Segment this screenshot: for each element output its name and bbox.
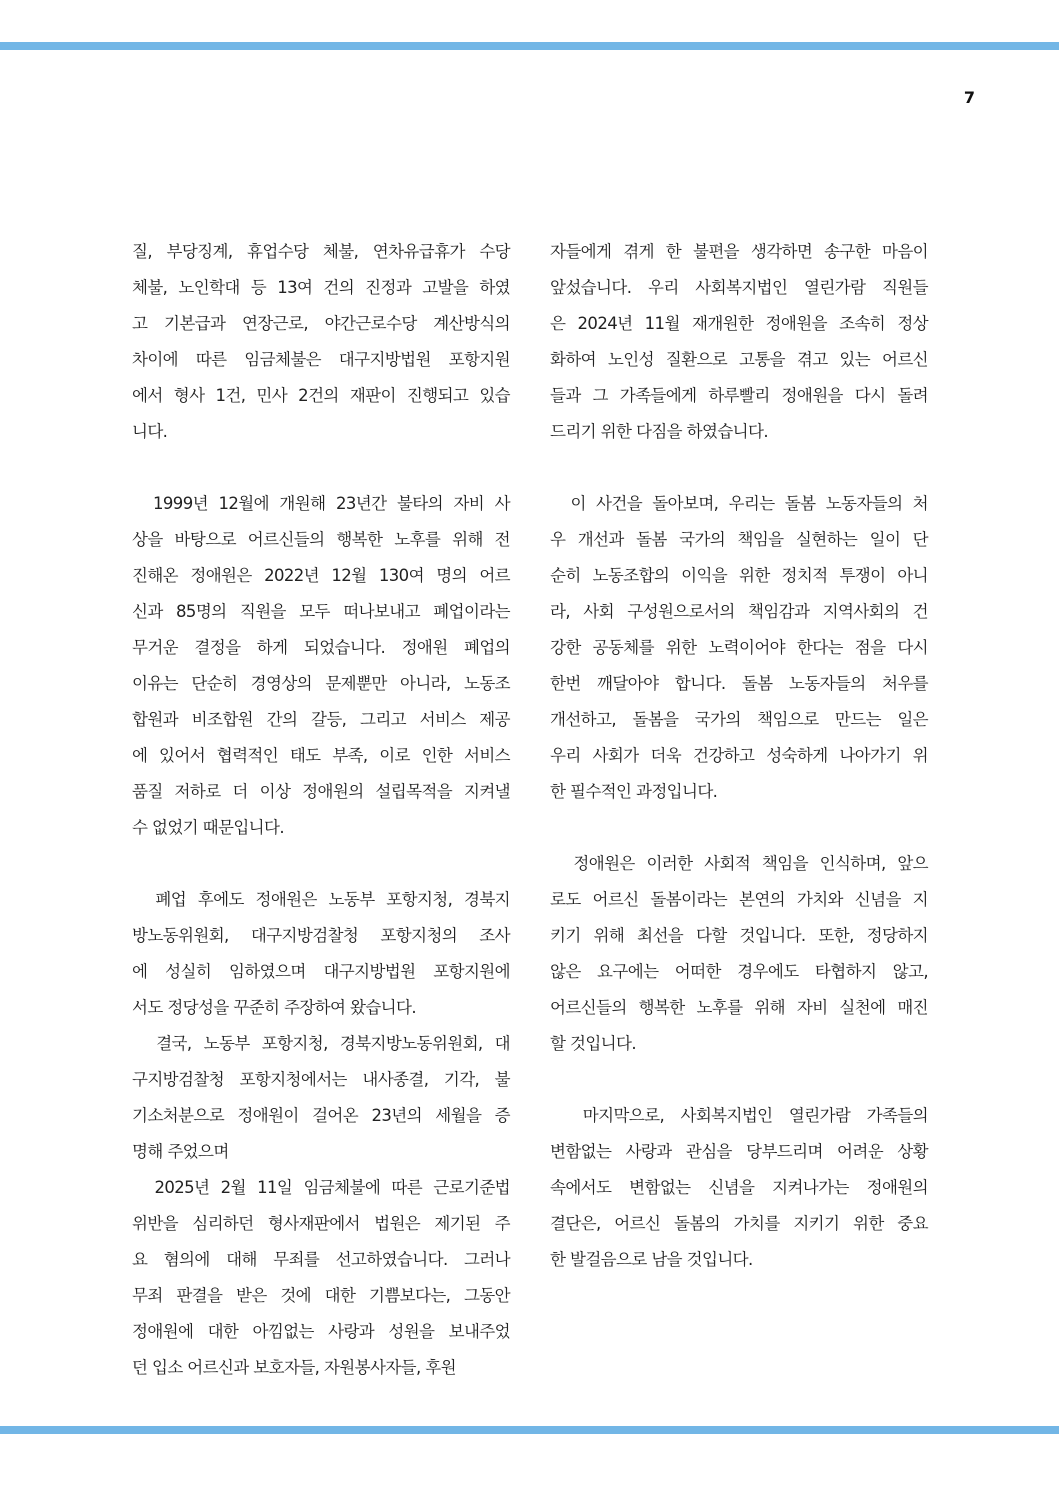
- text-line: 에 있어서 협력적인 태도 부족, 이로 인한 서비스: [132, 746, 510, 765]
- text-line: 진해온 정애원은 2022년 12월 130여 명의 어르: [132, 566, 510, 585]
- text-line: 이 사건을 돌아보며, 우리는 돌봄 노동자들의 처: [550, 494, 928, 513]
- text-line: 이유는 단순히 경영상의 문제뿐만 아니라, 노동조: [132, 674, 510, 693]
- text-line: 결국, 노동부 포항지청, 경북지방노동위원회, 대: [132, 1034, 510, 1053]
- text-line: 니다.: [132, 422, 168, 441]
- text-line: 정애원은 이러한 사회적 책임을 인식하며, 앞으: [550, 854, 928, 873]
- text-line: 앞섰습니다. 우리 사회복지법인 열린가람 직원들: [550, 278, 928, 297]
- text-line: 서도 정당성을 꾸준히 주장하여 왔습니다.: [132, 998, 416, 1017]
- text-line: 상을 바탕으로 어르신들의 행복한 노후를 위해 전: [132, 530, 510, 549]
- text-line: 질, 부당징계, 휴업수당 체불, 연차유급휴가 수당: [132, 242, 510, 261]
- paragraph: [132, 234, 510, 450]
- text-line: 개선하고, 돌봄을 국가의 책임으로 만드는 일은: [550, 710, 928, 729]
- text-line: 에서 형사 1건, 민사 2건의 재판이 진행되고 있습: [132, 386, 510, 405]
- text-line: 자들에게 겪게 한 불편을 생각하면 송구한 마음이: [550, 242, 928, 261]
- text-line: 한 필수적인 과정입니다.: [550, 782, 718, 801]
- text-line: 던 입소 어르신과 보호자들, 자원봉사자들, 후원: [132, 1358, 456, 1377]
- bottom-accent-bar: [0, 1426, 1059, 1434]
- text-line: 무거운 결정을 하게 되었습니다. 정애원 폐업의: [132, 638, 510, 657]
- text-line: 체불, 노인학대 등 13여 건의 진정과 고발을 하였: [132, 278, 510, 297]
- text-line: 은 2024년 11월 재개원한 정애원을 조속히 정상: [550, 314, 928, 333]
- text-line: 드리기 위한 다짐을 하였습니다.: [550, 422, 768, 441]
- text-line: 화하여 노인성 질환으로 고통을 겪고 있는 어르신: [550, 350, 928, 369]
- text-line: 우 개선과 돌봄 국가의 책임을 실현하는 일이 단: [550, 530, 928, 549]
- page-number: 7: [963, 88, 975, 107]
- text-line: 명해 주었으며: [132, 1142, 229, 1161]
- text-line: 정애원에 대한 아낌없는 사랑과 성원을 보내주었: [132, 1322, 510, 1341]
- text-line: 마지막으로, 사회복지법인 열린가람 가족들의: [550, 1106, 928, 1125]
- text-line: 차이에 따른 임금체불은 대구지방법원 포항지원: [132, 350, 510, 369]
- text-line: 신과 85명의 직원을 모두 떠나보내고 폐업이라는: [132, 602, 510, 621]
- text-line: 폐업 후에도 정애원은 노동부 포항지청, 경북지: [132, 890, 510, 909]
- text-line: 들과 그 가족들에게 하루빨리 정애원을 다시 돌려: [550, 386, 928, 405]
- text-line: 고 기본급과 연장근로, 야간근로수당 계산방식의: [132, 314, 510, 333]
- text-line: 무죄 판결을 받은 것에 대한 기쁨보다는, 그동안: [132, 1286, 510, 1305]
- paragraph: [132, 486, 510, 846]
- text-line: 라, 사회 구성원으로서의 책임감과 지역사회의 건: [550, 602, 928, 621]
- text-line: 할 것입니다.: [550, 1034, 636, 1053]
- text-line: 키기 위해 최선을 다할 것입니다. 또한, 정당하지: [550, 926, 928, 945]
- paragraph: [550, 234, 928, 450]
- text-line: 품질 저하로 더 이상 정애원의 설립목적을 지켜낼: [132, 782, 510, 801]
- text-line: 합원과 비조합원 간의 갈등, 그리고 서비스 제공: [132, 710, 510, 729]
- text-line: 1999년 12월에 개원해 23년간 불타의 자비 사: [132, 494, 510, 513]
- text-line: 수 없었기 때문입니다.: [132, 818, 284, 837]
- paragraph: [550, 486, 928, 810]
- text-line: 2025년 2월 11일 임금체불에 따른 근로기준법: [132, 1178, 510, 1197]
- text-line: 않은 요구에는 어떠한 경우에도 타협하지 않고,: [550, 962, 928, 981]
- paragraph: [550, 846, 928, 1062]
- paragraph: [132, 882, 510, 1026]
- left-text-column: [132, 234, 510, 1386]
- text-line: 로도 어르신 돌봄이라는 본연의 가치와 신념을 지: [550, 890, 928, 909]
- text-line: 요 혐의에 대해 무죄를 선고하였습니다. 그러나: [132, 1250, 510, 1269]
- text-line: 구지방검찰청 포항지청에서는 내사종결, 기각, 불: [132, 1070, 510, 1089]
- text-line: 속에서도 변함없는 신념을 지켜나가는 정애원의: [550, 1178, 928, 1197]
- text-line: 어르신들의 행복한 노후를 위해 자비 실천에 매진: [550, 998, 928, 1017]
- paragraph: [132, 1170, 510, 1386]
- text-line: 결단은, 어르신 돌봄의 가치를 지키기 위한 중요: [550, 1214, 928, 1233]
- text-line: 변함없는 사랑과 관심을 당부드리며 어려운 상황: [550, 1142, 928, 1161]
- right-text-column: [550, 234, 928, 1278]
- text-line: 순히 노동조합의 이익을 위한 정치적 투쟁이 아니: [550, 566, 928, 585]
- paragraph: [550, 1098, 928, 1278]
- text-line: 강한 공동체를 위한 노력이어야 한다는 점을 다시: [550, 638, 928, 657]
- text-line: 기소처분으로 정애원이 걸어온 23년의 세월을 증: [132, 1106, 510, 1125]
- paragraph: [132, 1026, 510, 1170]
- text-line: 한번 깨달아야 합니다. 돌봄 노동자들의 처우를: [550, 674, 928, 693]
- text-line: 우리 사회가 더욱 건강하고 성숙하게 나아가기 위: [550, 746, 928, 765]
- text-line: 위반을 심리하던 형사재판에서 법원은 제기된 주: [132, 1214, 510, 1233]
- text-line: 한 발걸음으로 남을 것입니다.: [550, 1250, 753, 1269]
- text-line: 에 성실히 임하였으며 대구지방법원 포항지원에: [132, 962, 510, 981]
- top-accent-bar: [0, 42, 1059, 50]
- text-line: 방노동위원회, 대구지방검찰청 포항지청의 조사: [132, 926, 510, 945]
